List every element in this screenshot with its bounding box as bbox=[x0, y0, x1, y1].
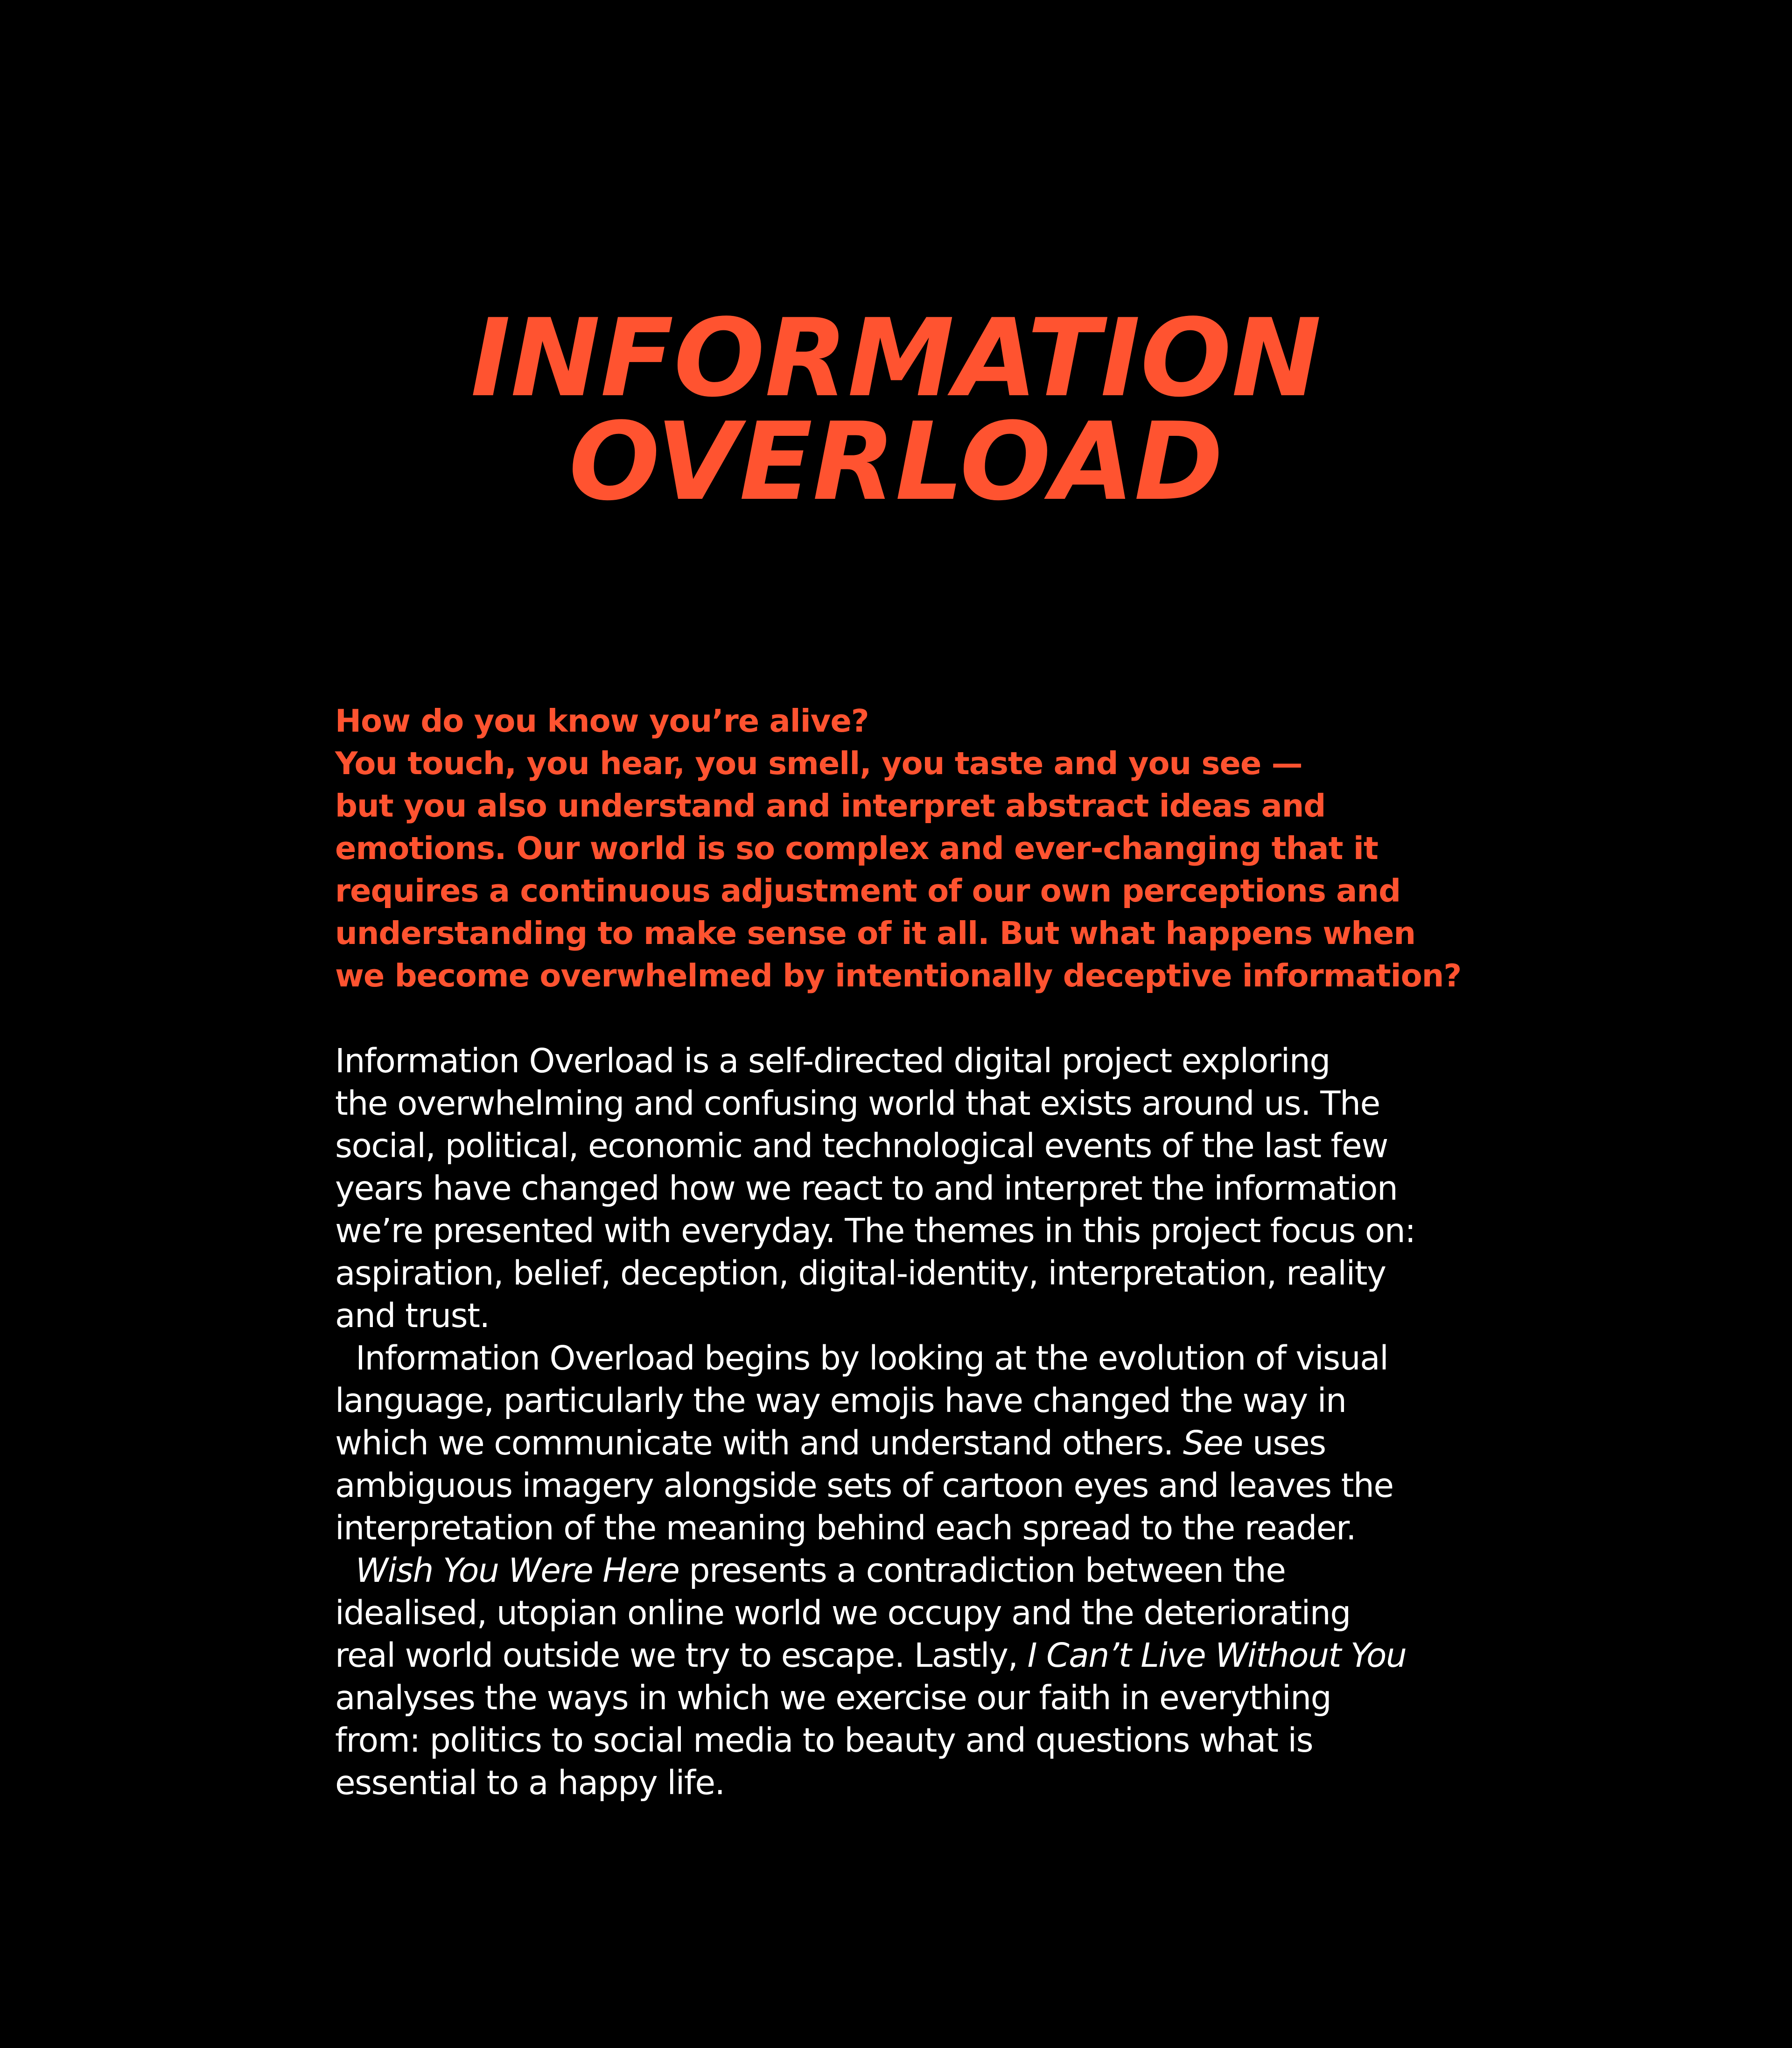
intro-line: You touch, you hear, you smell, you taste and you see — bbox=[335, 745, 1302, 782]
body-text-run: real world outside we try to escape. Lastly, bbox=[335, 1636, 1028, 1675]
body-text-run: which we communicate with and understand others. bbox=[335, 1424, 1183, 1462]
body-line: years have changed how we react to and interpret the information bbox=[335, 1169, 1398, 1208]
body-line: and trust. bbox=[335, 1296, 490, 1335]
intro-line: we become overwhelmed by intentionally deceptive information? bbox=[335, 958, 1462, 994]
text-column bbox=[335, 700, 1488, 1804]
intro-line: understanding to make sense of it all. But what happens when bbox=[335, 915, 1416, 951]
intro-paragraph bbox=[335, 700, 1488, 997]
body-paragraph-1 bbox=[335, 1040, 1488, 1337]
body-text bbox=[335, 1040, 1488, 1804]
body-paragraph-2 bbox=[335, 1337, 1488, 1549]
intro-line: How do you know you’re alive? bbox=[335, 703, 869, 739]
work-title-wish-you-were-here: Wish You Were Here bbox=[356, 1551, 679, 1590]
body-text-run: uses bbox=[1242, 1424, 1326, 1462]
body-line bbox=[335, 1422, 1488, 1464]
body-line bbox=[335, 1549, 1488, 1592]
body-text-run: presents a contradiction between the bbox=[679, 1551, 1286, 1590]
intro-line: but you also understand and interpret abstract ideas and bbox=[335, 788, 1326, 824]
title-line-2: OVERLOAD bbox=[568, 400, 1224, 524]
work-title-i-cant-live-without-you: I Can’t Live Without You bbox=[1027, 1636, 1407, 1675]
body-line: analyses the ways in which we exercise our faith in everything bbox=[335, 1678, 1331, 1717]
body-paragraph-3 bbox=[335, 1549, 1488, 1804]
body-line: language, particularly the way emojis have changed the way in bbox=[335, 1381, 1346, 1420]
body-line: aspiration, belief, deception, digital-identity, interpretation, reality bbox=[335, 1254, 1386, 1293]
body-line: Information Overload is a self-directed digital project exploring bbox=[335, 1041, 1330, 1080]
body-line: idealised, utopian online world we occupy and the deteriorating bbox=[335, 1594, 1351, 1632]
body-line: ambiguous imagery alongside sets of cartoon eyes and leaves the bbox=[335, 1466, 1393, 1505]
body-line bbox=[335, 1634, 1488, 1677]
title-line-1: INFORMATION bbox=[470, 296, 1322, 421]
body-line: the overwhelming and confusing world that exists around us. The bbox=[335, 1084, 1380, 1123]
intro-line: requires a continuous adjustment of our own perceptions and bbox=[335, 873, 1401, 909]
body-line: social, political, economic and technological events of the last few bbox=[335, 1126, 1388, 1165]
page-title bbox=[0, 296, 1792, 524]
body-line: Information Overload begins by looking at the evolution of visual bbox=[356, 1339, 1388, 1377]
work-title-see: See bbox=[1183, 1424, 1243, 1462]
body-line: we’re presented with everyday. The themes in this project focus on: bbox=[335, 1211, 1415, 1250]
body-line: essential to a happy life. bbox=[335, 1763, 725, 1802]
intro-line: emotions. Our world is so complex and ever-changing that it bbox=[335, 830, 1378, 867]
body-line: from: politics to social media to beauty and questions what is bbox=[335, 1721, 1313, 1760]
body-line: interpretation of the meaning behind each spread to the reader. bbox=[335, 1509, 1356, 1547]
